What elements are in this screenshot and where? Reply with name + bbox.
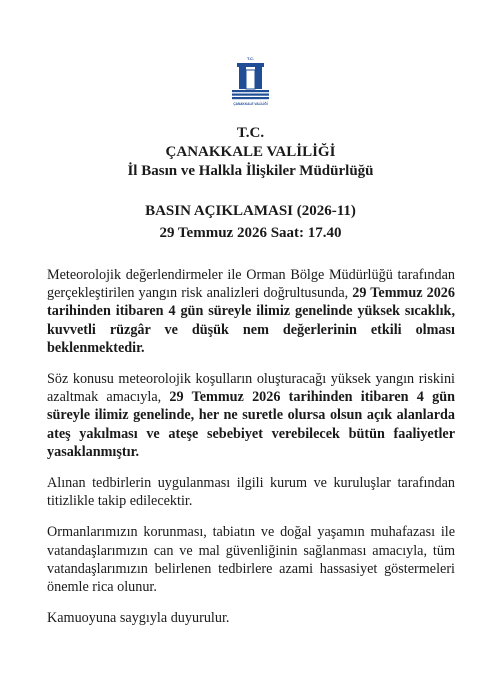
announcement-body <box>47 266 455 640</box>
header-line-governorship: ÇANAKKALE VALİLİĞİ <box>165 144 336 160</box>
issuer-header <box>0 124 501 181</box>
paragraph-1-text: Meteorolojik değerlendirmeler ile Orman Bölge Müdürlüğü tarafından gerçekleştirilen yangın risk analizleri doğrultusunda, <box>47 267 455 302</box>
paragraph-2-text: Söz konusu meteorolojik koşulların oluşturacağı yüksek yangın riskini azaltmak amacıyla, <box>47 371 455 406</box>
paragraph-2-bold-text: 29 Temmuz 2026 tarihinden itibaren 4 gün süreyle ilimiz genelinde, her ne suretle olursa olsun açık alanlarda ateş yakılması ve ateşe sebebiyet verebilecek bütün faaliyetler yasaklanmıştır. <box>47 389 455 460</box>
logo-text-bottom: ÇANAKKALE VALİLİĞİ <box>233 102 268 106</box>
paragraph-5: Kamuoyuna saygıyla duyurulur. <box>47 610 230 627</box>
logo-text-top: T.C. <box>246 56 255 61</box>
header-line-tc: T.C. <box>236 125 265 141</box>
paragraph-4: Ormanlarımızın korunması, tabiatın ve doğal yaşamın muhafazası ile vatandaşlarımızın can ve mal güvenliğinin sağlanması amacıyla, tüm vatandaşlarımızın belirlenen tedbirlere azami hassasiyet göstermeleri önemle rica olunur. <box>47 524 455 596</box>
paragraph-3: Alınan tedbirlerin uygulanması ilgili kurum ve kuruluşlar tarafından titizlikle takip edilecektir. <box>47 475 455 510</box>
paragraph-1 <box>47 266 455 357</box>
governorship-logo <box>228 54 273 110</box>
announcement-heading <box>0 200 501 244</box>
canakkale-governorship-emblem-icon <box>228 54 273 110</box>
paragraph-2 <box>47 370 455 461</box>
announcement-title: BASIN AÇIKLAMASI (2026-11) <box>145 203 356 219</box>
header-line-department: İl Basın ve Halkla İlişkiler Müdürlüğü <box>127 163 374 179</box>
paragraph-1-bold-text: 29 Temmuz 2026 tarihinden itibaren 4 gün süreyle ilimiz genelinde yüksek sıcaklık, kuvvetli rüzgâr ve düşük nem değerlerinin etkili olması beklenmektedir. <box>47 285 455 356</box>
announcement-date-time: 29 Temmuz 2026 Saat: 17.40 <box>159 225 342 241</box>
